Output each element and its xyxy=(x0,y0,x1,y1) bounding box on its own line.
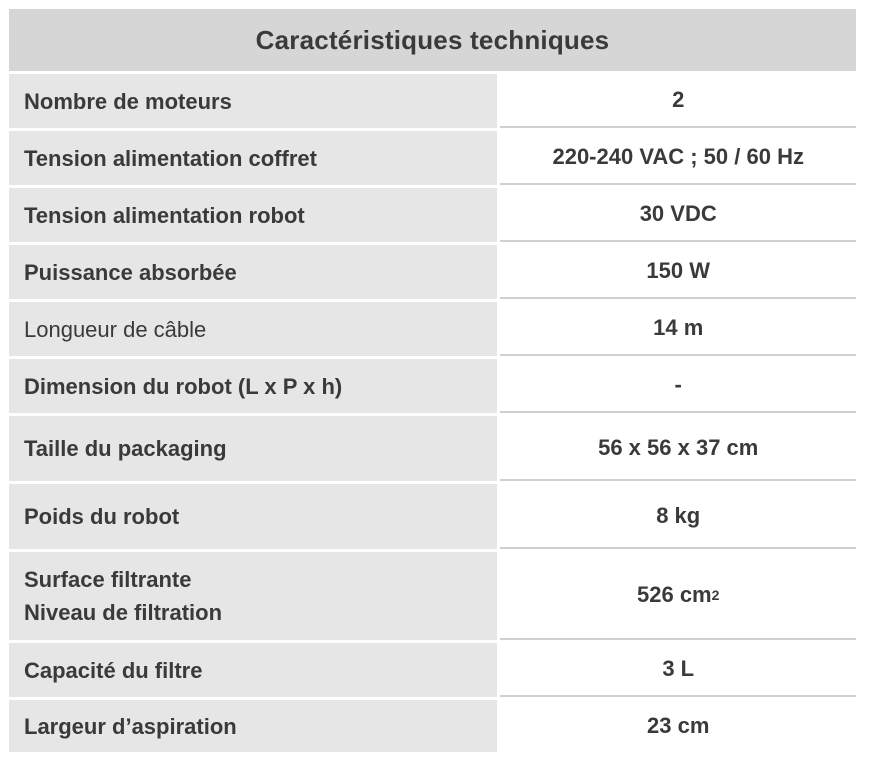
row-label: Largeur d’aspiration xyxy=(9,700,497,752)
row-value: 14 m xyxy=(500,302,856,356)
row-value: - xyxy=(500,359,856,413)
row-label: Longueur de câble xyxy=(9,302,497,356)
row-label: Tension alimentation coffret xyxy=(9,131,497,185)
table-title: Caractéristiques techniques xyxy=(9,9,856,71)
row-label: Capacité du filtre xyxy=(9,643,497,697)
row-value: 220-240 VAC ; 50 / 60 Hz xyxy=(500,131,856,185)
table-row xyxy=(9,302,856,356)
table-row xyxy=(9,484,856,549)
row-label: Poids du robot xyxy=(9,484,497,549)
row-value: 23 cm xyxy=(647,713,710,738)
row-label: Taille du packaging xyxy=(9,416,497,481)
row-value: 56 x 56 x 37 cm xyxy=(500,416,856,481)
table-row xyxy=(9,700,856,752)
table-row xyxy=(9,416,856,481)
row-value-number: 526 cm xyxy=(637,582,712,607)
row-value: 3 L xyxy=(500,643,856,697)
row-label-line-2: Niveau de filtration xyxy=(24,600,223,625)
row-value: 526 cm 2 xyxy=(500,552,856,640)
row-value: 30 VDC xyxy=(500,188,856,242)
row-label: Puissance absorbée xyxy=(9,245,497,299)
table-row xyxy=(9,643,856,697)
row-value: 2 xyxy=(500,74,856,128)
row-label: Nombre de moteurs xyxy=(9,74,497,128)
row-label xyxy=(9,552,497,640)
table-row xyxy=(9,245,856,299)
row-label: Dimension du robot (L x P x h) xyxy=(9,359,497,413)
table-row xyxy=(9,131,856,185)
row-label: Tension alimentation robot xyxy=(9,188,497,242)
specifications-table xyxy=(9,9,856,752)
table-row xyxy=(9,188,856,242)
row-value: 150 W xyxy=(500,245,856,299)
table-row xyxy=(9,552,856,640)
row-label-line-1: Surface filtrante xyxy=(24,567,192,592)
table-row xyxy=(9,74,856,128)
row-value: 8 kg xyxy=(500,484,856,549)
table-row xyxy=(9,359,856,413)
